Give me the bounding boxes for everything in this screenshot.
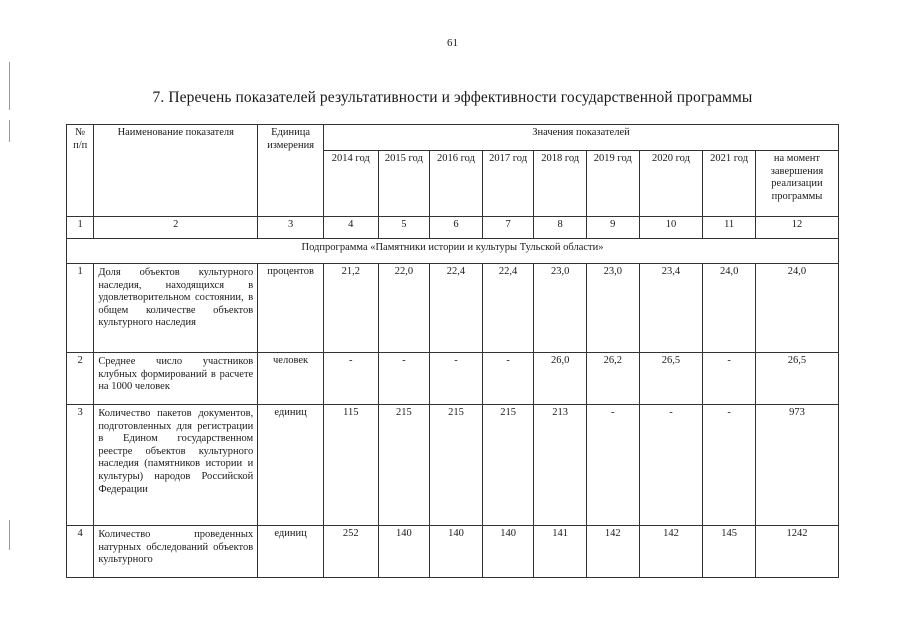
scan-mark (9, 62, 10, 110)
document-title: 7. Перечень показателей результативности и эффективности государственной программы (152, 89, 753, 106)
header-year: 2018 год (534, 151, 587, 217)
header-name: Наименование показателя (94, 125, 258, 217)
column-number: 3 (258, 217, 324, 239)
row-value: 26,2 (586, 353, 639, 405)
column-number: 7 (482, 217, 534, 239)
row-value: - (586, 405, 639, 526)
header-num: № п/п (67, 125, 94, 217)
row-value: - (703, 353, 756, 405)
row-value: 26,5 (639, 353, 703, 405)
row-num: 3 (67, 405, 94, 526)
header-values-group: Значения показателей (323, 125, 838, 151)
scan-mark (9, 520, 10, 550)
column-number: 1 (67, 217, 94, 239)
row-value: - (703, 405, 756, 526)
page-number: 61 (447, 37, 458, 49)
row-value: 22,0 (378, 264, 430, 353)
row-value: 21,2 (323, 264, 378, 353)
row-unit: процентов (258, 264, 324, 353)
row-indicator-name: Доля объектов культурного наследия, находящихся в удовлетворительном состоянии, в общем количестве объектов культурного наследия (94, 264, 258, 353)
table-row (67, 353, 839, 405)
column-number: 11 (703, 217, 756, 239)
row-value: 140 (482, 526, 534, 578)
header-year: 2016 год (430, 151, 483, 217)
header-completion: на момент завершения реализации программы (755, 151, 838, 217)
row-value: 23,0 (586, 264, 639, 353)
column-number: 10 (639, 217, 703, 239)
row-value: 215 (482, 405, 534, 526)
table-row (67, 405, 839, 526)
header-year: 2020 год (639, 151, 703, 217)
row-num: 1 (67, 264, 94, 353)
header-row-1 (67, 125, 839, 151)
table-row (67, 526, 839, 578)
row-value: 115 (323, 405, 378, 526)
column-number: 6 (430, 217, 483, 239)
column-number-row (67, 217, 839, 239)
column-number: 2 (94, 217, 258, 239)
row-value: 142 (586, 526, 639, 578)
row-value: 26,0 (534, 353, 587, 405)
row-unit: единиц (258, 526, 324, 578)
scan-mark (9, 120, 10, 142)
row-unit: единиц (258, 405, 324, 526)
row-value: 215 (378, 405, 430, 526)
row-value: 23,0 (534, 264, 587, 353)
row-unit: человек (258, 353, 324, 405)
row-value: 145 (703, 526, 756, 578)
column-number: 4 (323, 217, 378, 239)
row-value: 22,4 (482, 264, 534, 353)
row-value: 140 (378, 526, 430, 578)
header-year: 2019 год (586, 151, 639, 217)
row-indicator-name: Количество пакетов документов, подготовленных для регистрации в Едином государственном реестре объектов культурного наследия (памятников истории и культуры) народов Российской Федерации (94, 405, 258, 526)
row-indicator-name: Количество проведенных натурных обследований объектов культурного (94, 526, 258, 578)
header-year: 2021 год (703, 151, 756, 217)
row-value: 141 (534, 526, 587, 578)
subprogram-title: Подпрограмма «Памятники истории и культуры Тульской области» (67, 239, 839, 264)
header-year: 2015 год (378, 151, 430, 217)
row-value: - (323, 353, 378, 405)
subprogram-row (67, 239, 839, 264)
row-num: 4 (67, 526, 94, 578)
row-value: 252 (323, 526, 378, 578)
indicators-table (66, 124, 839, 578)
row-value: 24,0 (755, 264, 838, 353)
row-value: - (378, 353, 430, 405)
row-value: 215 (430, 405, 483, 526)
row-indicator-name: Среднее число участников клубных формирований в расчете на 1000 человек (94, 353, 258, 405)
row-value: 142 (639, 526, 703, 578)
column-number: 12 (755, 217, 838, 239)
column-number: 8 (534, 217, 587, 239)
column-number: 5 (378, 217, 430, 239)
row-value: 24,0 (703, 264, 756, 353)
row-value: - (482, 353, 534, 405)
row-value: 213 (534, 405, 587, 526)
row-value: 26,5 (755, 353, 838, 405)
row-value: - (639, 405, 703, 526)
row-value: 140 (430, 526, 483, 578)
row-value: - (430, 353, 483, 405)
header-year: 2014 год (323, 151, 378, 217)
row-value: 22,4 (430, 264, 483, 353)
row-num: 2 (67, 353, 94, 405)
header-unit: Единица измерения (258, 125, 324, 217)
column-number: 9 (586, 217, 639, 239)
row-value: 973 (755, 405, 838, 526)
row-value: 23,4 (639, 264, 703, 353)
table-row (67, 264, 839, 353)
row-value: 1242 (755, 526, 838, 578)
header-year: 2017 год (482, 151, 534, 217)
